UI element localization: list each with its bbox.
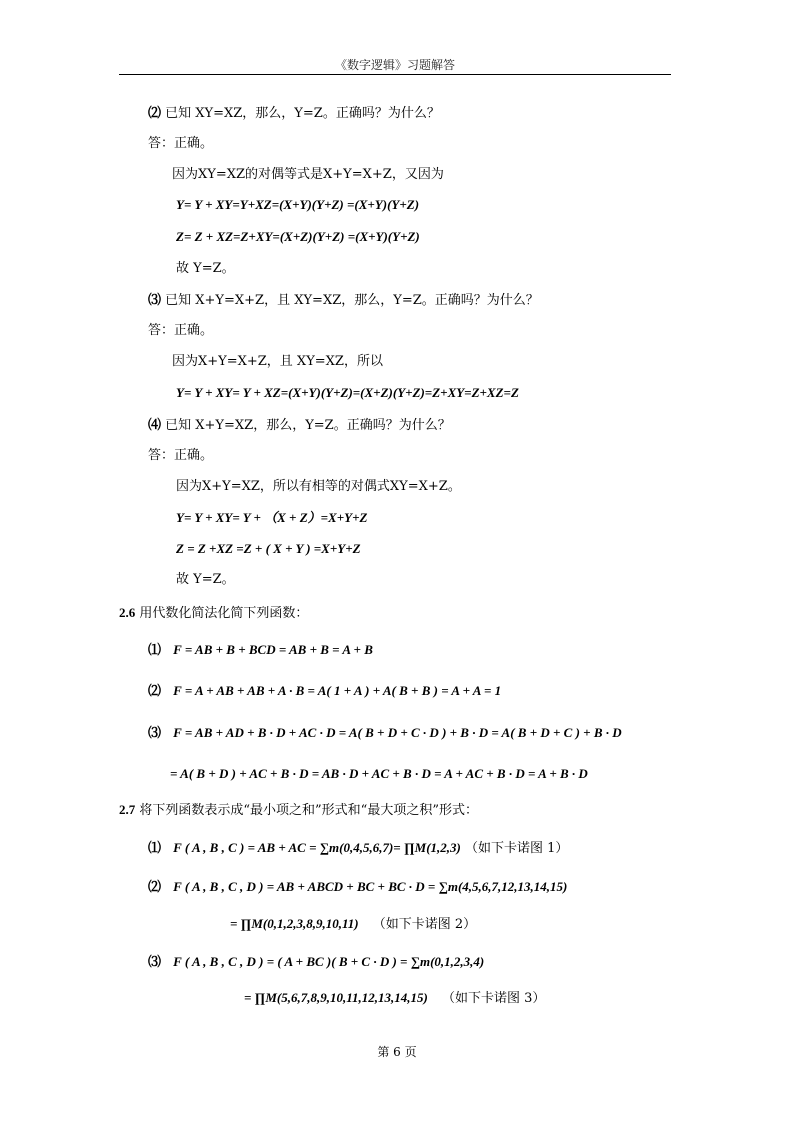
s27-item-2-number: ⑵ <box>148 879 162 894</box>
q4-answer: 答：正确。 <box>148 448 214 463</box>
section-2-6-title: 用代数化简法化简下列函数： <box>139 606 309 621</box>
section-2-7-title: 将下列函数表示成“最小项之和”形式和“最大项之积”形式： <box>139 803 478 818</box>
q2-number: ⑵ <box>148 105 162 120</box>
section-2-6-heading <box>119 604 308 623</box>
q4-equation-2: Z = Z +XZ =Z + ( X + Y ) =X+Y+Z <box>176 541 361 556</box>
s27-item-1-number: ⑴ <box>148 840 162 855</box>
s27-item-3-continued <box>244 989 545 1008</box>
q3-number: ⑶ <box>148 292 162 307</box>
s26-item-2-equation: F = A + AB + AB + A · B = A( 1 + A ) + A( B + B ) = A + A = 1 <box>173 683 502 698</box>
s27-item-3 <box>148 953 484 972</box>
s26-item-2-number: ⑵ <box>148 683 162 698</box>
header-divider <box>119 74 671 75</box>
q4-reason: 因为X+Y=XZ，所以有相等的对偶式XY=X+Z。 <box>176 479 461 494</box>
s27-item-3-number: ⑶ <box>148 954 162 969</box>
q4-number: ⑷ <box>148 417 162 432</box>
q2-question-line <box>148 104 440 123</box>
q3-question: 已知 X+Y=X+Z，且 XY=XZ，那么，Y=Z。正确吗？为什么？ <box>165 293 539 308</box>
s27-item-3-equation: F ( A , B , C , D ) = ( A + BC )( B + C · D ) = ∑m(0,1,2,3,4) <box>173 954 485 969</box>
s27-item-2 <box>148 878 567 897</box>
s27-item-1-note: （如下卡诺图 1） <box>465 841 569 856</box>
q2-equation-1: Y= Y + XY=Y+XZ=(X+Y)(Y+Z) =(X+Y)(Y+Z) <box>176 197 420 212</box>
q2-question: 已知 XY=XZ，那么，Y=Z。正确吗？为什么？ <box>165 106 440 121</box>
s27-item-3-note: （如下卡诺图 3） <box>442 991 546 1006</box>
section-2-7-heading <box>119 801 478 820</box>
s27-item-1 <box>148 839 568 858</box>
s27-item-2-continued-equation: = ∏M(0,1,2,3,8,9,10,11) <box>230 916 359 931</box>
q3-question-line <box>148 291 539 310</box>
s26-item-3-equation: F = AB + AD + B · D + AC · D = A( B + D + C · D ) + B · D = A( B + D + C ) + B · D <box>173 725 622 740</box>
q4-question-line <box>148 416 451 435</box>
page-header: 《数字逻辑》习题解答 <box>334 58 455 72</box>
s27-item-2-continued <box>230 915 476 934</box>
s26-item-3-continued-equation: = A( B + D ) + AC + B · D = AB · D + AC + B · D = A + AC + B · D = A + B · D <box>170 766 588 781</box>
q4-equation-1: Y= Y + XY= Y + （X + Z）=X+Y+Z <box>176 510 368 525</box>
section-2-7-number: 2.7 <box>119 802 136 817</box>
q4-question: 已知 X+Y=XZ，那么，Y=Z。正确吗？为什么？ <box>165 418 451 433</box>
page-number: 第 6 页 <box>377 1045 417 1059</box>
q2-answer: 答：正确。 <box>148 136 214 151</box>
s26-item-2 <box>148 682 501 701</box>
q3-answer: 答：正确。 <box>148 323 214 338</box>
s26-item-3-number: ⑶ <box>148 725 162 740</box>
q3-reason: 因为X+Y=X+Z，且 XY=XZ，所以 <box>172 354 383 369</box>
s27-item-1-equation: F ( A , B , C ) = AB + AC = ∑m(0,4,5,6,7)= ∏M(1,2,3) <box>173 840 461 855</box>
s26-item-1-equation: F = AB + B + BCD = AB + B = A + B <box>173 642 373 657</box>
q2-reason: 因为XY=XZ的对偶等式是X+Y=X+Z，又因为 <box>172 167 444 182</box>
s27-item-3-continued-equation: = ∏M(5,6,7,8,9,10,11,12,13,14,15) <box>244 990 428 1005</box>
s26-item-3 <box>148 724 622 743</box>
q2-equation-2: Z= Z + XZ=Z+XY=(X+Z)(Y+Z) =(X+Y)(Y+Z) <box>176 229 420 244</box>
section-2-6-number: 2.6 <box>119 605 136 620</box>
s26-item-3-continued <box>170 765 588 784</box>
s27-item-2-equation: F ( A , B , C , D ) = AB + ABCD + BC + BC · D = ∑m(4,5,6,7,12,13,14,15) <box>173 879 568 894</box>
s26-item-1-number: ⑴ <box>148 642 162 657</box>
s26-item-1 <box>148 641 373 660</box>
q2-conclusion: 故 Y=Z。 <box>176 261 235 276</box>
q3-equation-1: Y= Y + XY= Y + XZ=(X+Y)(Y+Z)=(X+Z)(Y+Z)=Z+XY=Z+XZ=Z <box>176 385 519 400</box>
q4-conclusion: 故 Y=Z。 <box>176 572 235 587</box>
s27-item-2-note: （如下卡诺图 2） <box>372 917 477 932</box>
